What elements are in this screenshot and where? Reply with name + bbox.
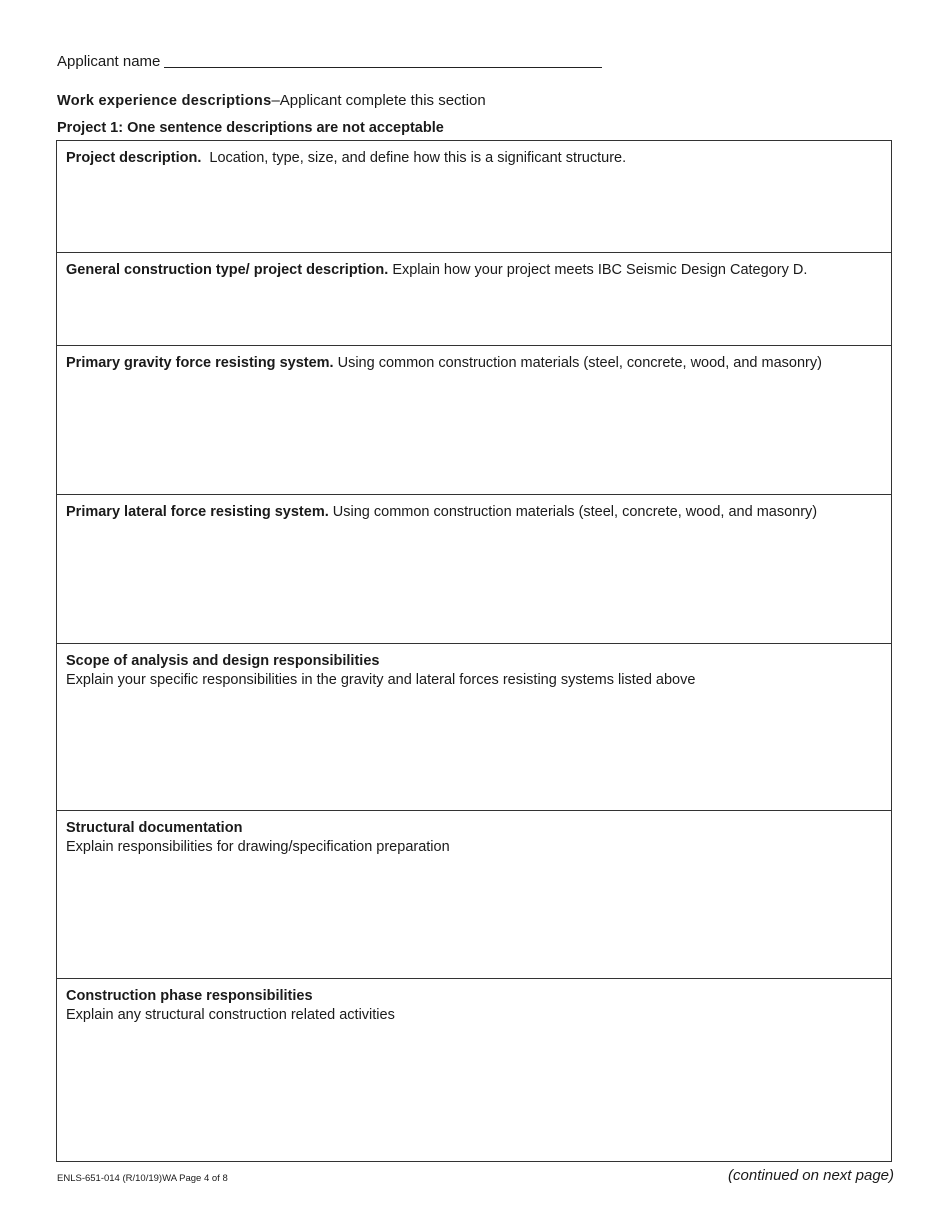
field-label: Primary gravity force resisting system. <box>66 355 334 371</box>
field-instruction: Using common construction materials (steel, concrete, wood, and masonry) <box>328 504 818 520</box>
field-instruction: Location, type, size, and define how this is a significant structure. <box>201 150 627 166</box>
field-construction-phase <box>57 979 891 1161</box>
field-instruction: Explain your specific responsibilities in the gravity and lateral forces resisting systems listed above <box>66 672 696 688</box>
field-scope-responsibilities <box>57 644 891 811</box>
construction-type-answer[interactable] <box>66 280 882 338</box>
construction-phase-answer[interactable] <box>66 1025 882 1150</box>
field-structural-documentation <box>57 811 891 979</box>
applicant-name-label: Applicant name <box>57 53 161 70</box>
field-project-description <box>57 141 891 253</box>
section-title <box>57 92 486 109</box>
field-label: Structural documentation <box>66 820 243 836</box>
lateral-system-answer[interactable] <box>66 522 882 634</box>
field-instruction: Explain how your project meets IBC Seismic Design Category D. <box>388 262 808 278</box>
field-lateral-system <box>57 495 891 644</box>
scope-responsibilities-answer[interactable] <box>66 690 882 800</box>
structural-documentation-answer[interactable] <box>66 857 882 967</box>
field-instruction: Explain any structural construction related activities <box>66 1007 395 1023</box>
project-description-answer[interactable] <box>66 168 882 243</box>
applicant-name-row <box>57 53 602 70</box>
field-label: Primary lateral force resisting system. <box>66 504 329 520</box>
section-title-rest: –Applicant complete this section <box>271 92 486 109</box>
field-construction-type <box>57 253 891 346</box>
field-label: Project description. <box>66 150 202 166</box>
work-experience-form <box>56 140 892 1162</box>
field-instruction: Explain responsibilities for drawing/specification preparation <box>66 839 450 855</box>
applicant-name-input[interactable] <box>164 53 602 68</box>
field-label: Scope of analysis and design responsibilities <box>66 653 380 669</box>
field-label: Construction phase responsibilities <box>66 988 313 1004</box>
field-instruction: Using common construction materials (steel, concrete, wood, and masonry) <box>333 355 822 371</box>
field-label: General construction type/ project description. <box>66 262 389 278</box>
continued-note: (continued on next page) <box>728 1167 894 1184</box>
form-code: ENLS-651-014 (R/10/19)WA Page 4 of 8 <box>57 1173 228 1184</box>
field-gravity-system <box>57 346 891 495</box>
section-title-bold: Work experience descriptions <box>57 93 272 109</box>
project-title: Project 1: One sentence descriptions are not acceptable <box>57 120 444 136</box>
gravity-system-answer[interactable] <box>66 373 882 485</box>
